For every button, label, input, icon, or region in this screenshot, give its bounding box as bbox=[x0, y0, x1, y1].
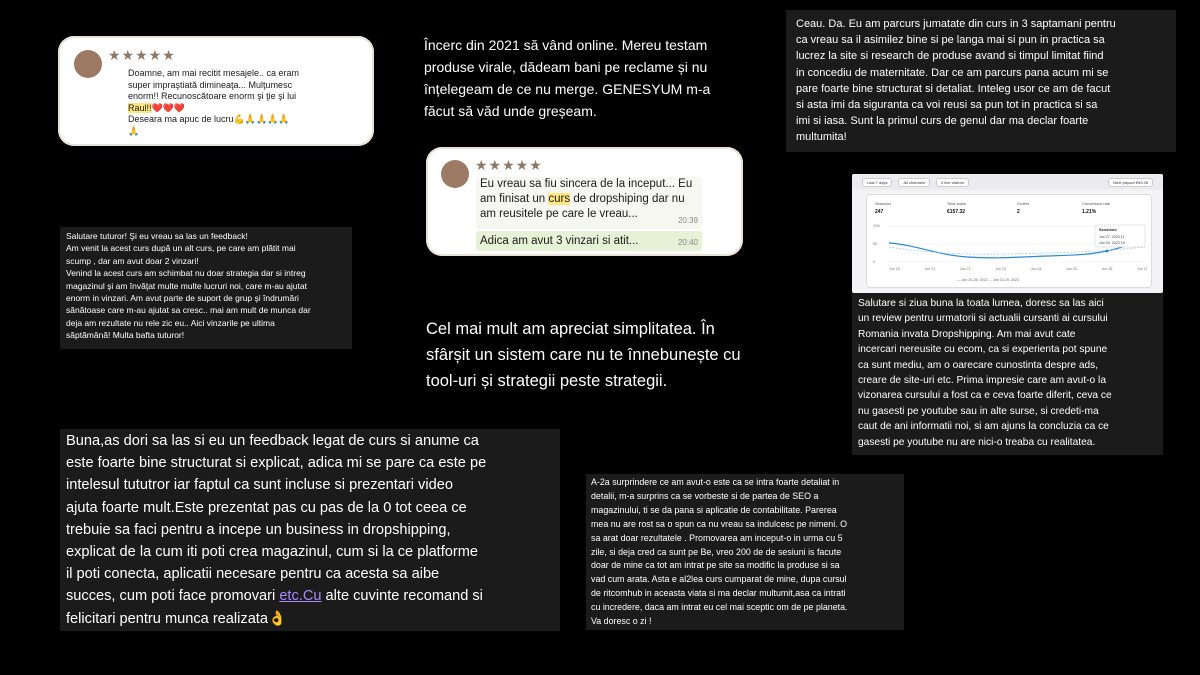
metric-total-sales: Total sales €157.32 bbox=[947, 201, 966, 215]
review-line: felicitari pentru munca realizata👌 bbox=[66, 610, 287, 627]
x-tick: Jun 27 bbox=[1137, 267, 1148, 271]
review-line: gasesti pe youtube nu are nici-o treaba cu realitatea. bbox=[858, 436, 1096, 448]
x-tick: Jun 26 bbox=[1101, 267, 1113, 271]
review-line: Buna,as dori sa las si eu un feedback legat de curs si anume ca bbox=[66, 433, 479, 449]
highlight-word: curs bbox=[548, 193, 571, 205]
sessions-line-chart bbox=[867, 217, 1151, 287]
quote-line: Cel mai mult am apreciat simplitatea. În bbox=[426, 320, 715, 338]
review-line: magazinul şi am învăţat multe multe lucruri noi, care m-au ajutat bbox=[66, 280, 307, 291]
review-line: Salutare tuturor! Şi eu vreau sa las un feedback! bbox=[66, 231, 248, 241]
testimonial-quote-1 bbox=[424, 34, 764, 122]
review-line: il poti conecta, aplicatii necesare pentru ca acesta sa aibe bbox=[66, 566, 440, 583]
review-line: scump , dar am avut doar 2 vinzari! bbox=[66, 255, 199, 266]
date-range-chip: Last 7 days bbox=[862, 178, 892, 187]
review-line: săptămână! Multa bafta tuturor! bbox=[66, 330, 185, 341]
review-line: enorm!! Recunoscătoare enorm şi ţie şi lui bbox=[128, 91, 297, 101]
hearts-emoji: ❤️❤️❤️ bbox=[151, 102, 186, 113]
review-line: Va doresc o zi ! bbox=[591, 616, 652, 627]
message-timestamp: 20:40 bbox=[677, 238, 698, 247]
review-card-right-mid bbox=[852, 293, 1163, 455]
next-payout-chip: Next payout €59.28 bbox=[1108, 178, 1153, 187]
review-line: ca sunt mediu, am o oarecare cunostinta despre ads, bbox=[858, 359, 1099, 371]
chat-message bbox=[476, 231, 702, 251]
chart-tooltip bbox=[1095, 225, 1145, 247]
quote-line: tool-uri și strategii peste strategii. bbox=[426, 372, 668, 390]
dashboard-toolbar bbox=[852, 174, 1163, 190]
x-tick: Jun 22 bbox=[959, 267, 971, 271]
review-line: Deseara ma apuc de lucru💪🙏🙏🙏🙏 bbox=[128, 114, 290, 124]
review-line: mea nu are rost sa o spun ca nu vreau sa indulcesc pe nimeni. O bbox=[591, 518, 848, 529]
metric-sessions: Sessions 247 bbox=[875, 201, 892, 215]
review-line: sa arat doar rezultatele . Promovarea am inceput-o in urma cu 5 bbox=[591, 532, 843, 543]
review-line: Doamne, am mai recitit mesajele.. ca eram bbox=[128, 68, 300, 78]
avatar bbox=[441, 160, 469, 188]
review-line: incercari nereusite cu ecom, ca si experienta pot spune bbox=[858, 344, 1108, 356]
highlight-name: Raul!! bbox=[128, 102, 152, 113]
review-line: vad cum arata. Asta e al2lea curs cumparat de mine, dupa cursul bbox=[591, 574, 847, 585]
x-tick: Jun 20 bbox=[889, 267, 900, 271]
message-line: am finisat un curs de dropshiping dar nu bbox=[480, 193, 685, 205]
review-line: doar de mine ca tot am intrat pe site sa modific la produse si sa bbox=[591, 560, 840, 571]
review-line: creare de site-uri etc. Prima impresie care am avut-o la bbox=[858, 375, 1106, 387]
review-line: un review pentru urmatorii si actualii cursanti ai cursului bbox=[858, 313, 1108, 325]
analytics-dashboard-screenshot bbox=[852, 174, 1163, 293]
y-tick: 0 bbox=[873, 259, 876, 264]
svg-text:Jun 27, 2023 11: Jun 27, 2023 11 bbox=[1099, 235, 1125, 239]
review-line: lucrez la site si research de produse avand si timpul limitat fiind bbox=[796, 50, 1104, 63]
review-line: si asta imi da siguranta ca voi reusi sa pun tot in practica si sa bbox=[796, 99, 1098, 112]
inline-link[interactable]: etc.Cu bbox=[279, 588, 322, 605]
metrics-panel bbox=[866, 194, 1152, 288]
review-line: Venind la acest curs am schimbat nu doar strategia dar si intreg bbox=[66, 268, 306, 279]
review-line: Ceau. Da. Eu am parcurs jumatate din curs in 3 saptamani pentru bbox=[796, 18, 1116, 30]
chart-legend: — Jun 20-26, 2023 - - Jun 13-19, 2023 bbox=[957, 278, 1019, 282]
review-line: A-2a surprindere ce am avut-o este ca se intra foarte detaliat in bbox=[591, 477, 840, 487]
svg-text:Jun 20, 2023 18: Jun 20, 2023 18 bbox=[1099, 241, 1125, 245]
live-visitors-chip: 0 live visitors bbox=[936, 178, 969, 187]
rating-stars: ★★★★★ bbox=[108, 47, 176, 63]
quote-line: Încerc din 2021 să vând online. Mereu testam bbox=[424, 37, 708, 53]
review-line: caut de ani informatii noi, si am ajuns la concluzia ca ce bbox=[858, 421, 1109, 433]
svg-text:Sessions: Sessions bbox=[1099, 227, 1117, 232]
review-line: multumita! bbox=[796, 131, 847, 144]
review-card-bottom-mid bbox=[586, 474, 904, 630]
quote-line: făcut să văd unde greșeam. bbox=[424, 103, 597, 119]
review-line: zile, si deja cred ca sunt pe Be, vreo 200 de de sesiuni is facute bbox=[591, 546, 842, 557]
quote-line: înțelegeam de ce nu merge. GENESYUM m-a bbox=[424, 81, 711, 97]
avatar bbox=[74, 50, 102, 78]
review-line: pare foarte bine structurat si detaliat. Inteleg usor ce am de facut bbox=[796, 82, 1111, 95]
x-tick: Jun 25 bbox=[1066, 267, 1077, 271]
review-line: 🙏 bbox=[128, 125, 140, 136]
review-line: Am venit la acest curs după un alt curs, pe care am plătit mai bbox=[66, 243, 296, 254]
quote-line: produse virale, dădeam bani pe reclame și nu bbox=[424, 59, 708, 75]
review-line: nu gasesti pe youtube sau in alte surse, si credeti-ma bbox=[858, 405, 1099, 417]
review-line: explicat de la cum iti poti crea magazinul, cum si la ce platforme bbox=[66, 544, 479, 561]
x-axis-ticks bbox=[889, 267, 1148, 271]
review-line: trebuie sa faci pentru a incepe un business in dropshipping, bbox=[66, 521, 451, 538]
review-line: de ritcomhub in aceasta viata si ma declar multumit,asa ca intrati bbox=[591, 588, 846, 599]
metric-conversion-rate: Conversion rate 1.21% bbox=[1082, 201, 1111, 215]
review-line: ajuta foarte mult.Este prezentat pas cu pas de la 0 tot ceea ce bbox=[66, 499, 467, 516]
review-line bbox=[128, 103, 299, 115]
x-tick: Jun 21 bbox=[924, 267, 936, 271]
hover-point bbox=[1106, 250, 1109, 253]
review-card-2 bbox=[426, 147, 743, 256]
review-line: super impraştiată dimineaţa... Mulţumesc bbox=[128, 79, 293, 90]
channel-chip: All channels bbox=[898, 178, 930, 187]
review-line: detalii, m-a surprins ca se vorbeste si de partea de SEO a bbox=[591, 490, 819, 501]
review-line: deja am rezultate nu rele zic eu.. Aici vinzarile pe ultima bbox=[66, 317, 275, 328]
review-line: Romania invata Dropshipping. Am mai avut cate bbox=[858, 328, 1076, 340]
review-card-left-mid bbox=[60, 227, 352, 349]
review-card-top-right bbox=[786, 10, 1176, 152]
review-line: enorm in vinzari. Am avut parte de suport de grup şi îndrumări bbox=[66, 293, 299, 304]
y-tick: 50 bbox=[873, 241, 878, 246]
message-line: Eu vreau sa fiu sincera de la inceput... Eu bbox=[480, 178, 693, 190]
review-line: intelesul tututror iar faptul ca sunt incluse si prezentari video bbox=[66, 477, 453, 494]
review-line: magazinului, ti se da pana si aplicatie de contabilitate. Parerea bbox=[591, 504, 837, 515]
review-line: ca vreau sa il asimilez bine si pe langa mai si pun in practica sa bbox=[796, 34, 1105, 47]
message-line: am reusitele pe care le vreau... bbox=[480, 208, 638, 220]
x-tick: Jun 24 bbox=[1030, 267, 1042, 271]
message-line: Adica am avut 3 vinzari si atit... bbox=[480, 235, 639, 247]
rating-stars: ★★★★★ bbox=[475, 157, 543, 173]
review-text bbox=[128, 68, 299, 137]
review-line: imi si iasa. Sunt la primul curs de genul dar ma declar foarte bbox=[796, 115, 1089, 128]
message-timestamp: 20:39 bbox=[677, 216, 698, 225]
review-line: in concediu de maternitate. Dar ce am parcurs pana acum mi se bbox=[796, 66, 1109, 79]
metric-orders: Orders 2 bbox=[1017, 201, 1030, 215]
review-line: cu incredere, daca am intrat eu cel mai sceptic om de pe planeta. bbox=[591, 602, 848, 613]
review-line: succes, cum poti face promovari etc.Cu alte cuvinte recomand si bbox=[66, 588, 483, 605]
testimonial-quote-2 bbox=[426, 316, 796, 394]
review-line: sănătoase care m-au ajutat sa cresc.. mai am mult de munca dar bbox=[66, 305, 311, 316]
review-line: Salutare si ziua buna la toata lumea, doresc sa las aici bbox=[858, 298, 1104, 309]
chat-message bbox=[476, 177, 702, 229]
quote-line: sfârșit un sistem care nu te înnebunește cu bbox=[426, 346, 741, 364]
review-card-bottom-left bbox=[60, 429, 560, 631]
review-card-1 bbox=[58, 36, 374, 146]
review-line: vizonarea cursului a fost ca e ceva foarte diferit, ceva ce bbox=[858, 390, 1112, 402]
x-tick: Jun 23 bbox=[995, 267, 1007, 271]
review-line: este foarte bine structurat si explicat, adica mi se pare ca este pe bbox=[66, 455, 487, 472]
y-tick: 100 bbox=[873, 223, 880, 228]
